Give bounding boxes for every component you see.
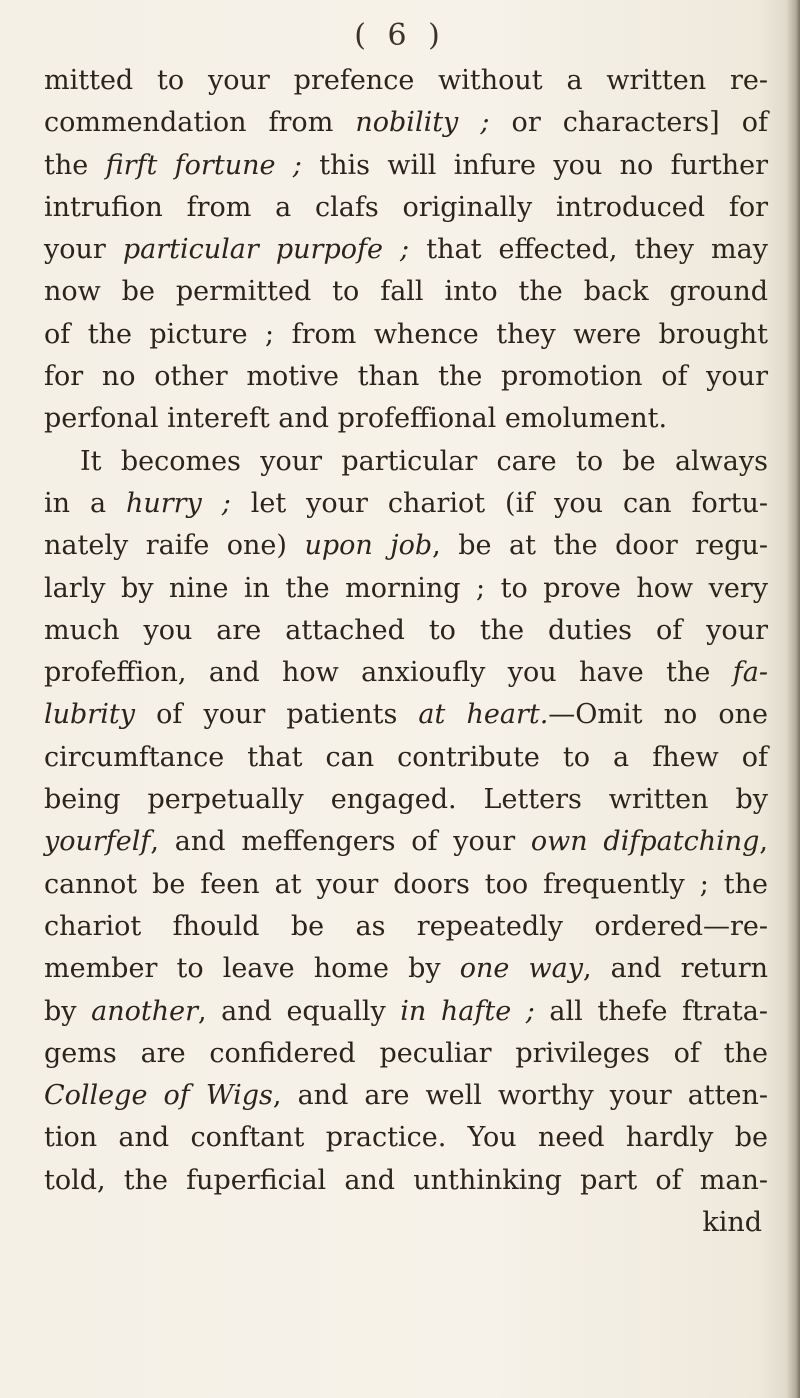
text-line: now be permitted to fall into the back ground [44, 276, 768, 308]
text-line: lubrity of your patients at heart.—Omit no one [44, 699, 769, 731]
text-line: much you are attached to the duties of your [44, 614, 768, 646]
text-line: told, the fuperficial and unthinking part of man- [44, 1164, 768, 1196]
text-line: for no other motive than the promotion of your [44, 361, 768, 393]
text-line: in a hurry ; let your chariot (if you can fortu- [44, 487, 768, 519]
text-line: circumftance that can contribute to a fhew of [44, 741, 768, 773]
page-edge-shadow [786, 0, 800, 1398]
text-line: cannot be feen at your doors too frequently ; the [44, 868, 768, 900]
text-line: larly by nine in the morning ; to prove how very [44, 572, 768, 604]
text-line: your particular purpofe ; that effected, they may [44, 234, 769, 266]
text-line: College of Wigs, and are well worthy your atten- [44, 1080, 768, 1112]
text-line: of the picture ; from whence they were brought [44, 318, 768, 350]
text-line: nately raife one) upon job, be at the door regu- [44, 530, 768, 562]
text-line: the firft fortune ; this will infure you no further [44, 149, 768, 181]
text-line: commendation from nobility ; or characters] of [44, 107, 768, 139]
text-line: chariot fhould be as repeatedly ordered—re- [44, 910, 768, 942]
text-line: by another, and equally in hafte ; all thefe ftrata- [44, 995, 768, 1027]
page-number: ( 6 ) [354, 18, 446, 53]
catchword: kind [702, 1207, 762, 1239]
text-line: profeffion, and how anxioufly you have the fa- [44, 657, 768, 689]
text-line: tion and conftant practice. You need hardly be [44, 1122, 768, 1154]
text-line: intrufion from a clafs originally introduced for [44, 191, 768, 223]
text-line: perfonal intereft and profeffional emolument. [44, 403, 668, 435]
text-line: It becomes your particular care to be always [80, 445, 768, 477]
text-line: member to leave home by one way, and return [44, 953, 768, 985]
body-text [44, 60, 768, 1244]
text-line: yourfelf, and meffengers of your own difpatching, [44, 826, 768, 858]
text-line: gems are confidered peculiar privileges of the [44, 1037, 768, 1069]
text-line: mitted to your prefence without a written re- [44, 65, 768, 96]
text-line: being perpetually engaged. Letters written by [44, 784, 768, 816]
